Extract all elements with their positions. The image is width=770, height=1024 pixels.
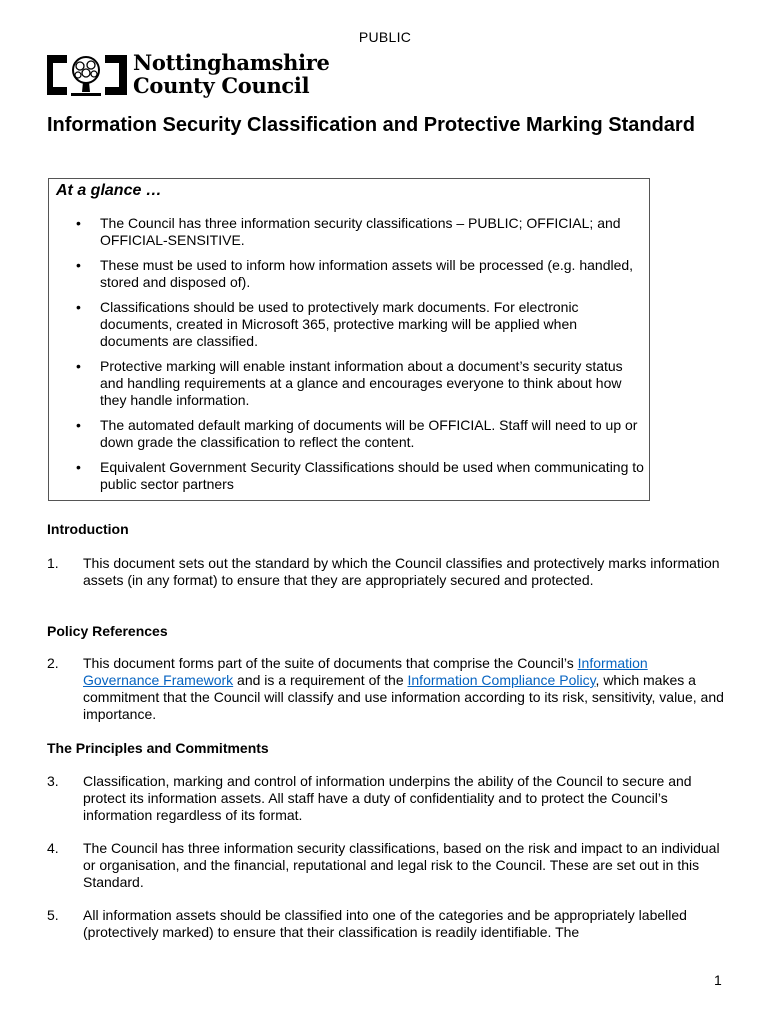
section-heading-principles: The Principles and Commitments (47, 740, 269, 756)
bullet-icon: • (76, 215, 81, 231)
paragraph-text: The Council has three information security classifications, based on the risk and impact to an individual or organisation, and the financial, reputational and legal risk to the Council. These are set out in this Standard. (83, 840, 720, 890)
at-a-glance-box (48, 178, 650, 501)
paragraph-text-part: , which makes a commitment that the Council will classify and use information according to its risk, sensitivity, value, and importance. (83, 672, 724, 722)
glance-item-text: Classifications should be used to protectively mark documents. For electronic documents, created in Microsoft 365, protective marking will be applied when documents are classified. (100, 299, 579, 349)
glance-title: At a glance … (56, 182, 162, 199)
council-logo (45, 51, 365, 99)
glance-item-text: The automated default marking of documents will be OFFICIAL. Staff will need to up or down grade the classification to reflect the content. (100, 417, 638, 450)
paragraph-number: 1. (47, 555, 59, 571)
glance-item (49, 417, 645, 451)
glance-item (49, 215, 645, 249)
bullet-icon: • (76, 299, 81, 315)
glance-item (49, 459, 645, 493)
glance-item-text: Protective marking will enable instant information about a document’s security status and handling requirements at a glance and encourages everyone to think about how they handle information. (100, 358, 623, 408)
section-heading-introduction: Introduction (47, 521, 129, 537)
glance-item (49, 358, 645, 409)
glance-item (49, 299, 645, 350)
information-compliance-policy-link[interactable]: Information Compliance Policy (407, 672, 596, 688)
page-number: 1 (714, 972, 722, 988)
paragraph-number: 3. (47, 773, 59, 789)
glance-list (49, 215, 649, 501)
paragraph-text-part: This document forms part of the suite of documents that comprise the Council’s (83, 655, 578, 671)
glance-item-text: The Council has three information security classifications – PUBLIC; OFFICIAL; and OFFICIAL-SENSITIVE. (100, 215, 621, 248)
bullet-icon: • (76, 358, 81, 374)
council-name-line2: County Council (133, 73, 310, 98)
paragraph-text: This document sets out the standard by which the Council classifies and protectively marks information assets (in any format) to ensure that they are appropriately secured and protected. (83, 555, 720, 588)
bullet-icon: • (76, 459, 81, 475)
bullet-icon: • (76, 417, 81, 433)
paragraph-text (83, 655, 727, 723)
paragraph-number: 5. (47, 907, 59, 923)
paragraph-text: Classification, marking and control of information underpins the ability of the Council to secure and protect its information assets. All staff have a duty of confidentiality and to protect the Council’s information regardless of its format. (83, 773, 692, 823)
glance-item-text: Equivalent Government Security Classifications should be used when communicating to public sector partners (100, 459, 644, 492)
section-heading-policy-references: Policy References (47, 623, 168, 639)
council-name (133, 51, 330, 97)
oak-tree-crest-icon (45, 51, 129, 99)
glance-item-text: These must be used to inform how information assets will be processed (e.g. handled, stored and disposed of). (100, 257, 634, 290)
council-name-line1: Nottinghamshire (133, 50, 330, 75)
glance-item (49, 257, 645, 291)
paragraph-text: All information assets should be classified into one of the categories and be appropriately labelled (protectively marked) to ensure that their classification is readily identifiable. The (83, 907, 687, 940)
information-governance-framework-link[interactable]: Information Governance Framework (83, 655, 648, 688)
paragraph-number: 4. (47, 840, 59, 856)
protective-marking-header: PUBLIC (358, 29, 412, 45)
bullet-icon: • (76, 257, 81, 273)
paragraph-text-part: and is a requirement of the (233, 672, 408, 688)
paragraph-number: 2. (47, 655, 59, 671)
document-title: Information Security Classification and Protective Marking Standard (47, 114, 695, 136)
